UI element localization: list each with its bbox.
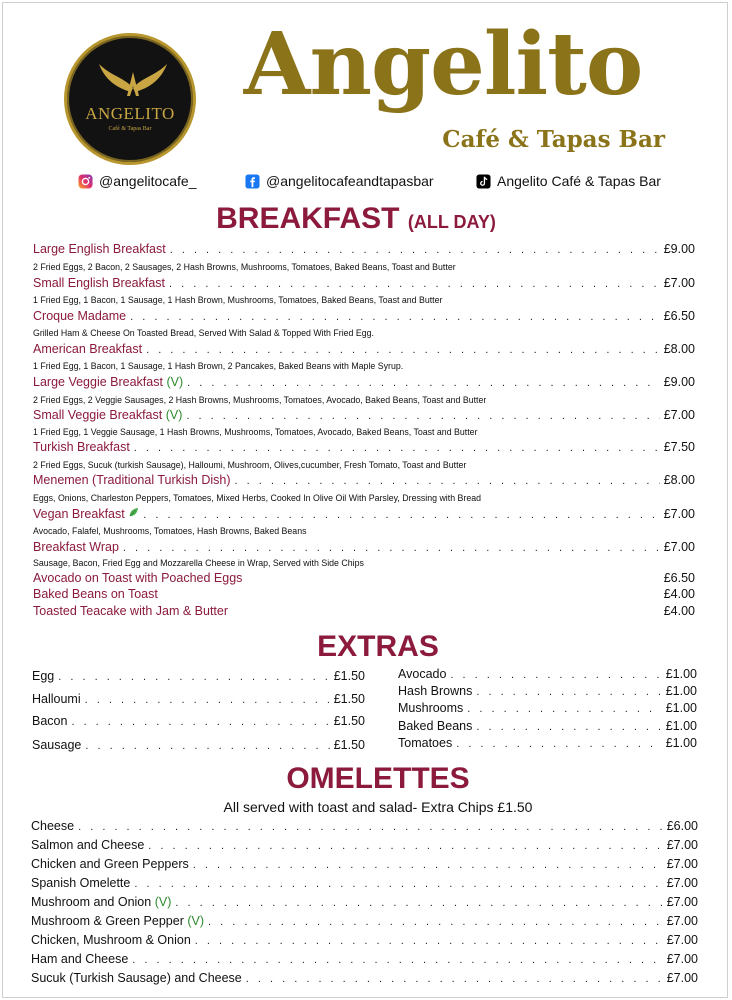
omelette-item: Mushroom and Onion (V) . . . £7.00	[31, 895, 698, 909]
breakfast-item-description: 2 Fried Eggs, 2 Veggie Sausages, 2 Hash Browns, Mushrooms, Tomatoes, Avocado, Baked Beans, Toast and Butter	[33, 395, 487, 405]
facebook-handle: @angelitocafeandtapasbar	[266, 173, 434, 189]
angel-wings-icon	[97, 58, 169, 98]
omelette-item: Spanish Omelette . . . £7.00	[31, 876, 698, 890]
extras-item: Tomatoes . . . £1.00	[398, 736, 697, 750]
breakfast-item: Large English Breakfast . . . £9.00	[33, 242, 695, 256]
instagram-handle: @angelitocafe_	[99, 173, 197, 189]
breakfast-heading	[0, 202, 722, 236]
breakfast-item: Vegan Breakfast . . . £7.00	[33, 507, 695, 521]
omelette-item: Chicken and Green Peppers . . . £7.00	[31, 857, 698, 871]
omelette-item: Mushroom & Green Pepper (V) . . . £7.00	[31, 914, 698, 928]
breakfast-item-description: Grilled Ham & Cheese On Toasted Bread, Served With Salad & Topped With Fried Egg.	[33, 328, 374, 338]
breakfast-item: Baked Beans on Toast £4.00	[33, 587, 695, 601]
social-tiktok[interactable]	[476, 173, 661, 189]
omelette-item: Chicken, Mushroom & Onion . . . £7.00	[31, 933, 698, 947]
breakfast-item: American Breakfast . . . £8.00	[33, 342, 695, 356]
logo-subtitle: Café & Tapas Bar	[108, 126, 152, 132]
vegetarian-badge: (V)	[154, 895, 172, 909]
social-facebook[interactable]	[245, 173, 434, 189]
breakfast-item-description: 1 Fried Egg, 1 Bacon, 1 Sausage, 1 Hash Brown, 2 Pancakes, Baked Beans with Maple Syrup.	[33, 361, 404, 371]
instagram-icon	[78, 174, 93, 189]
extras-title: EXTRAS	[317, 630, 439, 663]
breakfast-title-note: (ALL DAY)	[407, 212, 496, 232]
extras-item: Avocado . . . £1.00	[398, 667, 697, 681]
breakfast-item-description: 2 Fried Eggs, 2 Bacon, 2 Sausages, 2 Hash Browns, Mushrooms, Tomatoes, Baked Beans, Toast and Butter	[33, 262, 456, 272]
omelette-item: Cheese . . . £6.00	[31, 819, 698, 833]
extras-item: Bacon . . . £1.50	[32, 714, 365, 728]
extras-item: Sausage . . . £1.50	[32, 738, 365, 752]
brand-name: Angelito	[243, 14, 643, 115]
vegetarian-badge: (V)	[166, 375, 184, 389]
omelette-item: Salmon and Cheese . . . £7.00	[31, 838, 698, 852]
extras-item: Mushrooms . . . £1.00	[398, 701, 697, 715]
breakfast-item: Menemen (Traditional Turkish Dish) . . . £8.00	[33, 473, 695, 487]
brand-tagline: Café & Tapas Bar	[442, 126, 665, 153]
omelettes-title: OMELETTES	[286, 762, 470, 795]
facebook-icon	[245, 174, 260, 189]
breakfast-item-description: Eggs, Onions, Charleston Peppers, Tomatoes, Mixed Herbs, Cooked In Olive Oil With Parsley, Dressing with Bread	[33, 493, 482, 503]
extras-item: Egg . . . £1.50	[32, 669, 365, 683]
omelettes-subtitle: All served with toast and salad- Extra Chips £1.50	[223, 799, 533, 815]
logo-name: ANGELITO	[85, 104, 175, 123]
breakfast-item-description: 2 Fried Eggs, Sucuk (turkish Sausage), Halloumi, Mushroom, Olives,cucumber, Fresh Tomato, Toast and Butter	[33, 460, 467, 470]
social-instagram[interactable]	[78, 173, 197, 189]
extras-item: Halloumi . . . £1.50	[32, 692, 365, 706]
breakfast-item-description: Sausage, Bacon, Fried Egg and Mozzarella Cheese in Wrap, Served with Side Chips	[33, 558, 364, 568]
breakfast-title: BREAKFAST	[216, 202, 400, 235]
breakfast-item: Toasted Teacake with Jam & Butter £4.00	[33, 604, 695, 618]
tiktok-icon	[476, 174, 491, 189]
omelette-item: Ham and Cheese . . . £7.00	[31, 952, 698, 966]
vegetarian-badge: (V)	[165, 408, 183, 422]
vegan-leaf-icon	[128, 507, 139, 518]
breakfast-item: Small English Breakfast . . . £7.00	[33, 276, 695, 290]
vegetarian-badge: (V)	[187, 914, 205, 928]
extras-item: Hash Browns . . . £1.00	[398, 684, 697, 698]
tiktok-handle: Angelito Café & Tapas Bar	[497, 173, 661, 189]
breakfast-item: Breakfast Wrap . . . £7.00	[33, 540, 695, 554]
breakfast-item-description: 1 Fried Egg, 1 Veggie Sausage, 1 Hash Browns, Mushrooms, Tomatoes, Avocado, Baked Beans, Toast and Butter	[33, 427, 478, 437]
breakfast-item: Avocado on Toast with Poached Eggs £6.50	[33, 571, 695, 585]
breakfast-item-description: Avocado, Falafel, Mushrooms, Tomatoes, Hash Browns, Baked Beans	[33, 526, 307, 536]
breakfast-item: Large Veggie Breakfast (V) . . . £9.00	[33, 375, 695, 389]
logo	[64, 33, 196, 165]
breakfast-item: Small Veggie Breakfast (V) . . . £7.00	[33, 408, 695, 422]
breakfast-item: Croque Madame . . . £6.50	[33, 309, 695, 323]
breakfast-item: Turkish Breakfast . . . £7.50	[33, 440, 695, 454]
omelette-item: Sucuk (Turkish Sausage) and Cheese . . . £7.00	[31, 971, 698, 985]
extras-item: Baked Beans . . . £1.00	[398, 719, 697, 733]
breakfast-item-description: 1 Fried Egg, 1 Bacon, 1 Sausage, 1 Hash Brown, Mushrooms, Tomatoes, Baked Beans, Toast and Butter	[33, 295, 443, 305]
